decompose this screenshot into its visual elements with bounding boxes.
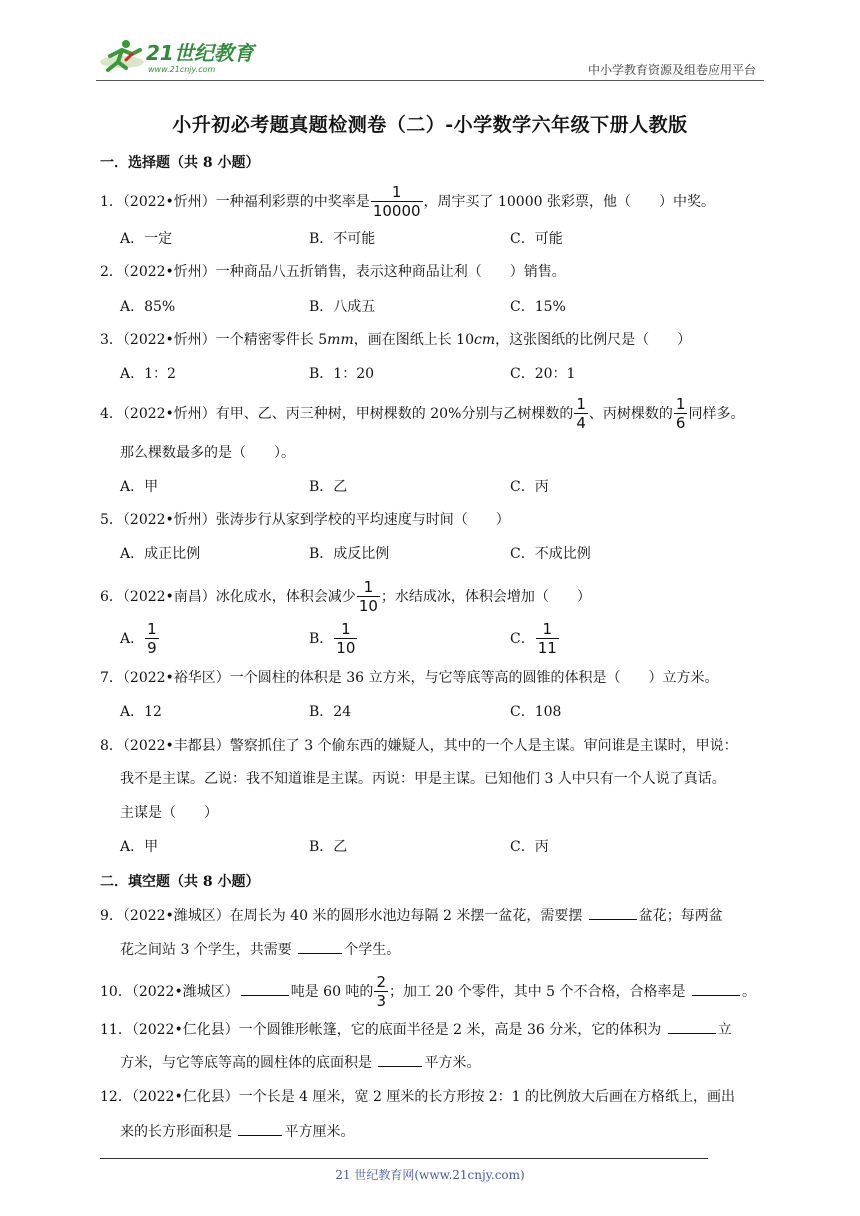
runner-logo-icon [96,36,266,80]
option-a: A．甲 [120,839,159,855]
option-a: A． $\frac{1}{9}$ [120,620,157,657]
question-8-line-3: 主谋是（ ） [120,805,218,821]
question-10: 10．（2022•潍城区） 吨是 60 吨的 $\frac{2}{3}$ ；加工 20 个零件，其中 5 个不合格，合格率是 。 [100,973,756,1010]
question-12: 12．（2022•仁化县）一个长是 4 厘米，宽 2 厘米的长方形按 2：1 的比例放大后画在方格纸上，画出 [100,1089,736,1105]
question-5: 5．（2022•忻州）张涛步行从家到学校的平均速度与时间（ ） [100,512,510,528]
fraction: $\frac{1}{11}$ [537,620,557,657]
answer-blank [668,1019,716,1034]
option-b: B．成反比例 [309,546,390,562]
option-c: C．108 [510,704,562,720]
option-b: B． $\frac{1}{10}$ [309,620,356,657]
question-1: 1．（2022•忻州）一种福利彩票的中奖率是 $\frac{1}{10000}$ ，周宇买了 10000 张彩票，他（ ）中奖。 [100,183,715,220]
section-heading-choice: 一．选择题（共 8 小题） [100,155,260,171]
option-c: C．不成比例 [510,546,591,562]
option-b: B．24 [309,704,352,720]
question-6: 6．（2022•南昌）冰化成水，体积会减少 $\frac{1}{10}$ ；水结成冰，体积会增加（ ） [100,578,591,615]
page-title: 小升初必考题真题检测卷（二）-小学数学六年级下册人教版 [172,114,688,136]
option-c: C． $\frac{1}{11}$ [510,620,557,657]
question-11-continued: 方米，与它等底等高的圆柱体的底面积是 平方米。 [120,1052,480,1073]
option-c: C．可能 [510,231,563,247]
answer-blank [298,939,342,954]
option-a: A．一定 [120,231,173,247]
svg-text:www.21cnjy.com: www.21cnjy.com [148,65,216,74]
question-2: 2．（2022•忻州）一种商品八五折销售，表示这种商品让利（ ）销售。 [100,264,566,280]
question-3: 3．（2022•忻州）一个精密零件长 5mm，画在图纸上长 10cm，这张图纸的比例尺是（ ） [100,332,692,348]
platform-tagline: 中小学教育资源及组卷应用平台 [587,63,756,77]
answer-blank [692,981,740,996]
fraction: $\frac{1}{6}$ [675,395,686,432]
question-9-continued: 花之间站 3 个学生，共需要 个学生。 [120,939,400,960]
option-b: B．不可能 [309,231,376,247]
question-7: 7．（2022•裕华区）一个圆柱的体积是 36 立方米，与它等底等高的圆锥的体积是（ ）立方米。 [100,670,719,686]
fraction: $\frac{1}{4}$ [576,395,586,432]
footer-divider [100,1158,708,1159]
site-logo [96,36,266,80]
option-a: A．85% [120,299,176,315]
option-c: C．20：1 [510,366,576,382]
fraction: $\frac{1}{10}$ [358,578,378,615]
option-c: C．丙 [510,479,549,495]
svg-text:21世纪教育: 21世纪教育 [146,41,254,65]
section-heading-fill: 二．填空题（共 8 小题） [100,874,260,890]
answer-blank [238,1121,282,1136]
option-b: B．乙 [309,479,348,495]
question-9: 9．（2022•潍城区）在周长为 40 米的圆形水池边每隔 2 米摆一盆花，需要摆 盆花；每两盆 [100,905,723,926]
option-b: B．1：20 [309,366,375,382]
header-divider [96,80,764,81]
fraction: $\frac{1}{9}$ [147,620,157,657]
fraction: $\frac{2}{3}$ [376,973,386,1010]
question-8: 8．（2022•丰都县）警察抓住了 3 个偷东西的嫌疑人，其中的一个人是主谋。审问谁是主谋时，甲说： [100,738,738,754]
answer-blank [589,905,637,920]
question-4-continued: 那么棵数最多的是（ ）。 [120,445,295,461]
option-c: C．15% [510,299,566,315]
option-c: C．丙 [510,839,549,855]
fraction: $\frac{1}{10000}$ [372,183,421,220]
option-a: A．成正比例 [120,546,201,562]
question-4: 4．（2022•忻州）有甲、乙、丙三种树，甲树棵数的 20%分别与乙树棵数的 $\frac{1}{4}$ 、丙树棵数的 $\frac{1}{6}$ 同样多。 [100,395,745,432]
answer-blank [241,981,289,996]
option-a: A．1：2 [120,366,176,382]
footer-text: 21 世纪教育网(www.21cnjy.com) [335,1168,525,1182]
question-12-continued: 来的长方形面积是 平方厘米。 [120,1121,354,1142]
option-b: B．八成五 [309,299,376,315]
question-11: 11．（2022•仁化县）一个圆锥形帐篷，它的底面半径是 2 米，高是 36 分米，它的体积为 立 [100,1019,732,1040]
answer-blank [378,1052,422,1067]
option-a: A．12 [120,704,162,720]
question-8-line-2: 我不是主谋。乙说：我不知道谁是主谋。丙说：甲是主谋。已知他们 3 人中只有一个人说了真话。 [120,771,726,787]
option-b: B．乙 [309,839,348,855]
fraction: $\frac{1}{10}$ [336,620,356,657]
option-a: A．甲 [120,479,159,495]
